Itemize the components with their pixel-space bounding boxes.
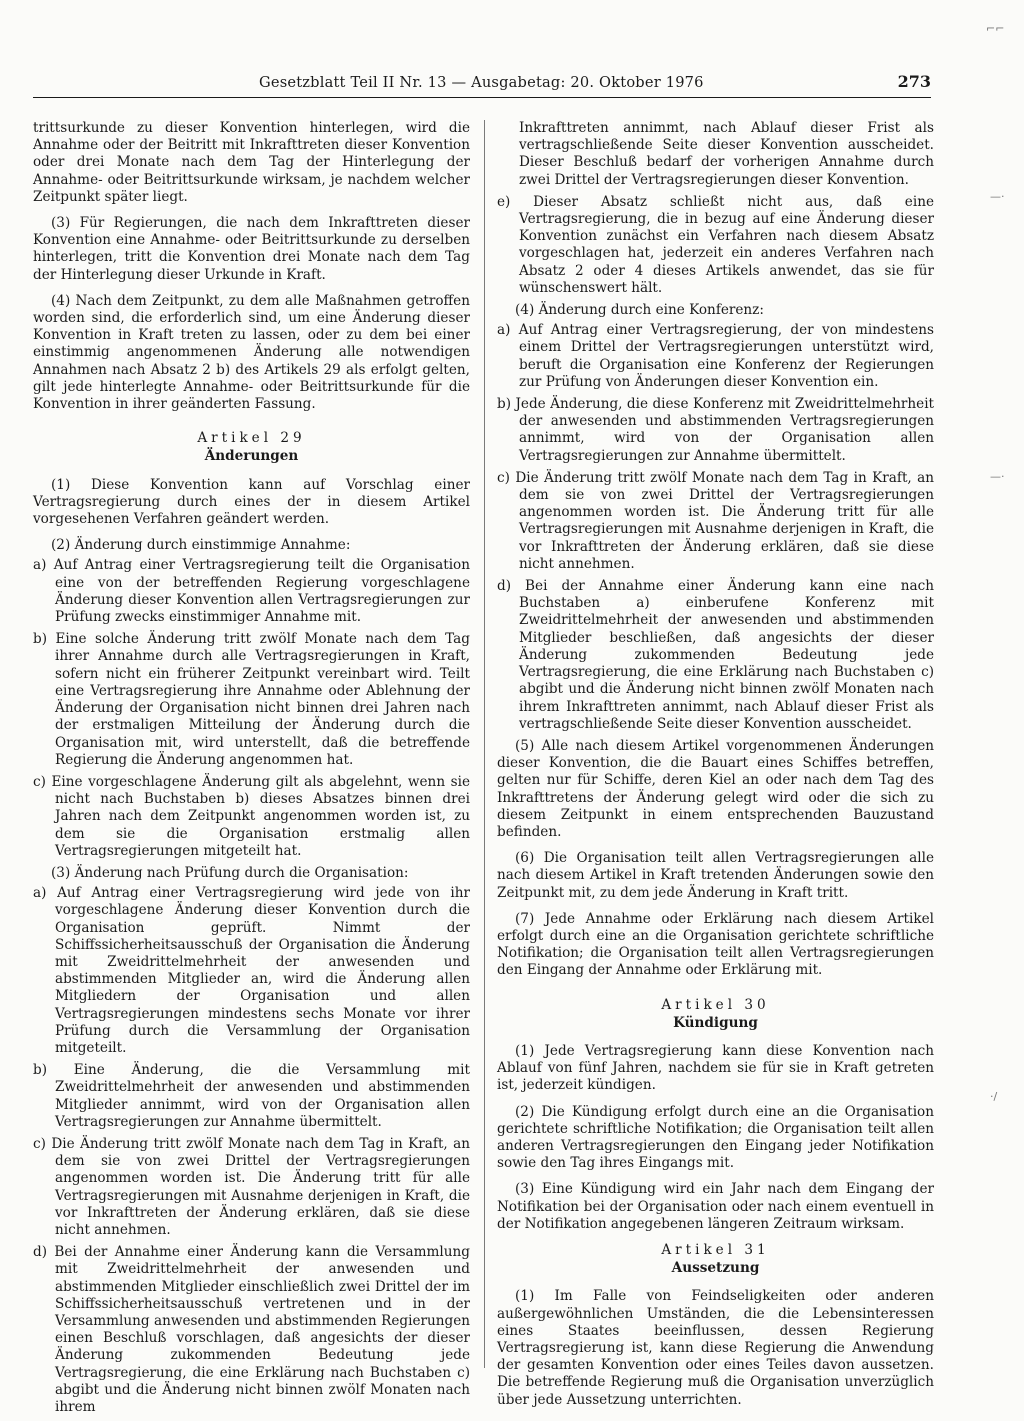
scan-mark: —· xyxy=(990,190,1005,203)
list-item: d) Bei der Annahme einer Änderung kann die Versammlung mit Zweidrittelmehrheit der anwesenden und abstimmenden Mitglieder einschließlich zwei Drittel der im Schiffssicherheitsausschuß vertretenen und in der Versammlung anwesenden und abstimmenden Regierungen einen Beschluß vorschlagen, daß angesichts der dieser Änderung zukommenden Bedeutung jede Vertragsregierung, die eine Erklärung nach Buchstaben c) abgibt und die Änderung nicht binnen zwölf Monaten nach ihrem xyxy=(33,1244,470,1416)
paragraph: (1) Im Falle von Feindseligkeiten oder anderen außergewöhnlichen Umständen, die die Lebensinteressen eines Staates beeinflussen, dessen Regierung Vertragsregierung ist, kann diese Regierung die Anwendung der gesamten Konvention oder eines Teiles davon aussetzen. Die betreffende Regierung muß die Organisation unverzüglich über jede Aussetzung unterrichten. xyxy=(497,1288,934,1408)
list-item: c) Die Änderung tritt zwölf Monate nach dem Tag in Kraft, an dem sie von zwei Drittel der Vertragsregierungen angenommen worden ist. Die Änderung tritt für alle Vertragsregierungen mit Ausnahme derjenigen in Kraft, die vor Inkrafttreten der Änderung erklären, daß sie diese nicht annehmen. xyxy=(33,1135,470,1238)
paragraph: (4) Nach dem Zeitpunkt, zu dem alle Maßnahmen getroffen worden sind, die erforderlich sind, um eine Änderung dieser Konvention in Kraft treten zu lassen, oder zu dem bei einer einstimmig angenommenen Änderung alle notwendigen Annahmen nach Absatz 2 b) des Artikels 29 als erfolgt gelten, gilt jede hinterlegte Annahme- oder Beitrittsurkunde für die Konvention in ihrer geänderten Fassung. xyxy=(33,292,470,413)
article-title: Kündigung xyxy=(673,1014,758,1031)
paragraph: (3) Änderung nach Prüfung durch die Organisation: xyxy=(51,864,409,881)
paragraph: trittsurkunde zu dieser Konvention hinterlegen, wird die Annahme oder der Beitritt mit Inkrafttreten dieser Konvention oder drei Monate nach dem Tag der Hinterlegung der Annahme- oder Beitrittsurkunde wirksam, je nachdem welcher Zeitpunkt später liegt. xyxy=(33,120,470,205)
list-item: e) Dieser Absatz schließt nicht aus, daß eine Vertragsregierung, die in bezug auf eine Änderung dieser Konvention zunächst ein Verfahren nach diesem Absatz vorgeschlagen hat, jederzeit ein anderes Verfahren nach Absatz 2 oder 4 dieses Artikels anwendet, das sie für wünschenswert hält. xyxy=(497,193,934,296)
paragraph: (4) Änderung durch eine Konferenz: xyxy=(515,302,764,319)
paragraph: (3) Eine Kündigung wird ein Jahr nach dem Eingang der Notifikation bei der Organisation oder nach einem eventuell in der Notifikation angegebenen längeren Zeitraum wirksam. xyxy=(497,1181,934,1232)
paragraph: (7) Jede Annahme oder Erklärung nach diesem Artikel erfolgt durch eine an die Organisation gerichtete schriftliche Notifikation; die Organisation teilt allen Vertragsregierungen den Eingang der Annahme oder Erklärung mit. xyxy=(497,910,934,979)
paragraph: (1) Diese Konvention kann auf Vorschlag einer Vertragsregierung durch eines der in diesem Artikel vorgesehenen Verfahren geändert werden. xyxy=(33,476,470,528)
list-item: c) Eine vorgeschlagene Änderung gilt als abgelehnt, wenn sie nicht nach Buchstaben b) dieses Absatzes binnen drei Jahren nach dem Zeitpunkt angenommen worden ist, zu dem sie die Organisation erstmalig allen Vertragsregierungen mitgeteilt hat. xyxy=(33,773,470,859)
scan-mark: —· xyxy=(990,470,1005,483)
header-rule xyxy=(33,97,931,98)
list-item: a) Auf Antrag einer Vertragsregierung teilt die Organisation eine von der betreffenden Regierung vorgeschlagene Änderung dieser Konvention allen Vertragsregierungen zur Prüfung zwecks einstimmiger Annahme mit. xyxy=(33,557,470,626)
list-item: c) Die Änderung tritt zwölf Monate nach dem Tag in Kraft, an dem sie von zwei Drittel der Vertragsregierungen angenommen worden ist. Die Änderung tritt für alle Vertragsregierungen mit Ausnahme derjenigen in Kraft, die vor Inkrafttreten der Änderung erklären, daß sie diese nicht annehmen. xyxy=(497,469,934,572)
list-item: a) Auf Antrag einer Vertragsregierung, der von mindestens einem Drittel der Vertragsregierungen unterstützt wird, beruft die Organisation eine Konferenz der Regierungen zur Prüfung von Änderungen dieser Konvention ein. xyxy=(497,322,934,390)
list-item: b) Eine Änderung, die die Versammlung mit Zweidrittelmehrheit der anwesenden und abstimmenden Mitglieder annimmt, wird von der Organisation allen Vertragsregierungen zur Annahme übermittelt. xyxy=(33,1062,470,1130)
paragraph: (2) Die Kündigung erfolgt durch eine an die Organisation gerichtete schriftliche Notifikation; die Organisation teilt allen anderen Vertragsregierungen den Eingang jeder Notifikation sowie den Tag ihres Eingangs mit. xyxy=(497,1103,934,1172)
header-title: Gesetzblatt Teil II Nr. 13 — Ausgabetag: 20. Oktober 1976 xyxy=(259,74,704,91)
article-heading: Artikel 31 xyxy=(661,1241,770,1258)
scan-mark: ·/ xyxy=(990,1090,998,1103)
list-item: d) Bei der Annahme einer Änderung kann eine nach Buchstaben a) einberufene Konferenz mit Zweidrittelmehrheit der anwesenden und abstimmenden Mitglieder beschließen, daß angesichts der dieser Änderung zukommenden Bedeutung jede Vertragsregierung, die eine Erklärung nach Buchstaben c) abgibt und die Änderung nicht binnen zwölf Monaten nach ihrem Inkrafttreten annimmt, nach Ablauf dieser Frist als vertragschließende Seite dieser Konvention ausscheidet. xyxy=(497,578,934,732)
scan-mark: ⌐⌐ xyxy=(986,22,1005,35)
article-heading: Artikel 30 xyxy=(661,996,770,1013)
paragraph: (6) Die Organisation teilt allen Vertragsregierungen alle nach diesem Artikel in Kraft tretenden Änderungen sowie den Zeitpunkt mit, zu dem jede Änderung in Kraft tritt. xyxy=(497,850,934,901)
page-number: 273 xyxy=(897,72,931,91)
left-column xyxy=(33,120,470,1421)
article-heading: Artikel 29 xyxy=(197,430,306,447)
right-column xyxy=(497,120,934,1418)
list-item: b) Eine solche Änderung tritt zwölf Monate nach dem Tag ihrer Annahme durch alle Vertragsregierungen in Kraft, sofern nicht ein früherer Zeitpunkt vereinbart wird. Teilt eine Vertragsregierung ihre Annahme oder Ablehnung der Änderung der Organisation nicht binnen drei Jahren nach der erstmaligen Mitteilung der Änderung durch die Organisation mit, wird unterstellt, daß die betreffende Regierung die Änderung angenommen hat. xyxy=(33,631,470,768)
article-title: Änderungen xyxy=(204,448,299,465)
paragraph: (5) Alle nach diesem Artikel vorgenommenen Änderungen dieser Konvention, die die Bauart eines Schiffes betreffen, gelten nur für Schiffe, deren Kiel an oder nach dem Tag des Inkrafttretens der Änderung gelegt wird oder die sich zu diesem Zeitpunkt in einem entsprechenden Bauzustand befinden. xyxy=(497,737,934,840)
page-header xyxy=(33,70,931,98)
paragraph: (3) Für Regierungen, die nach dem Inkrafttreten dieser Konvention eine Annahme- oder Beitrittsurkunde zu derselben hinterlegen, tritt die Konvention drei Monate nach dem Tag der Hinterlegung dieser Urkunde in Kraft. xyxy=(33,215,470,283)
paragraph: (2) Änderung durch einstimmige Annahme: xyxy=(51,537,351,554)
list-item-continuation: Inkrafttreten annimmt, nach Ablauf dieser Frist als vertragschließende Seite dieser Konvention ausscheidet. Dieser Beschluß bedarf der vorherigen Annahme durch zwei Drittel der Vertragsregierungen dieser Konvention. xyxy=(519,120,934,188)
list-item: b) Jede Änderung, die diese Konferenz mit Zweidrittelmehrheit der anwesenden und abstimmenden Vertragsregierungen annimmt, wird von der Organisation allen Vertragsregierungen zur Annahme übermittelt. xyxy=(497,396,934,464)
column-divider xyxy=(484,120,485,1368)
list-item: a) Auf Antrag einer Vertragsregierung wird jede von ihr vorgeschlagene Änderung dieser Konvention durch die Organisation geprüft. Nimmt der Schiffssicherheitsausschuß der Organisation die Änderung mit Zweidrittelmehrheit der anwesenden und abstimmenden Mitglieder an, wird die Änderung allen Mitgliedern der Organisation und allen Vertragsregierungen mindestens sechs Monate vor ihrer Prüfung durch die Versammlung der Organisation mitgeteilt. xyxy=(33,885,470,1056)
article-title: Aussetzung xyxy=(671,1260,760,1277)
paragraph: (1) Jede Vertragsregierung kann diese Konvention nach Ablauf von fünf Jahren, nachdem sie für sie in Kraft getreten ist, jederzeit kündigen. xyxy=(497,1042,934,1094)
